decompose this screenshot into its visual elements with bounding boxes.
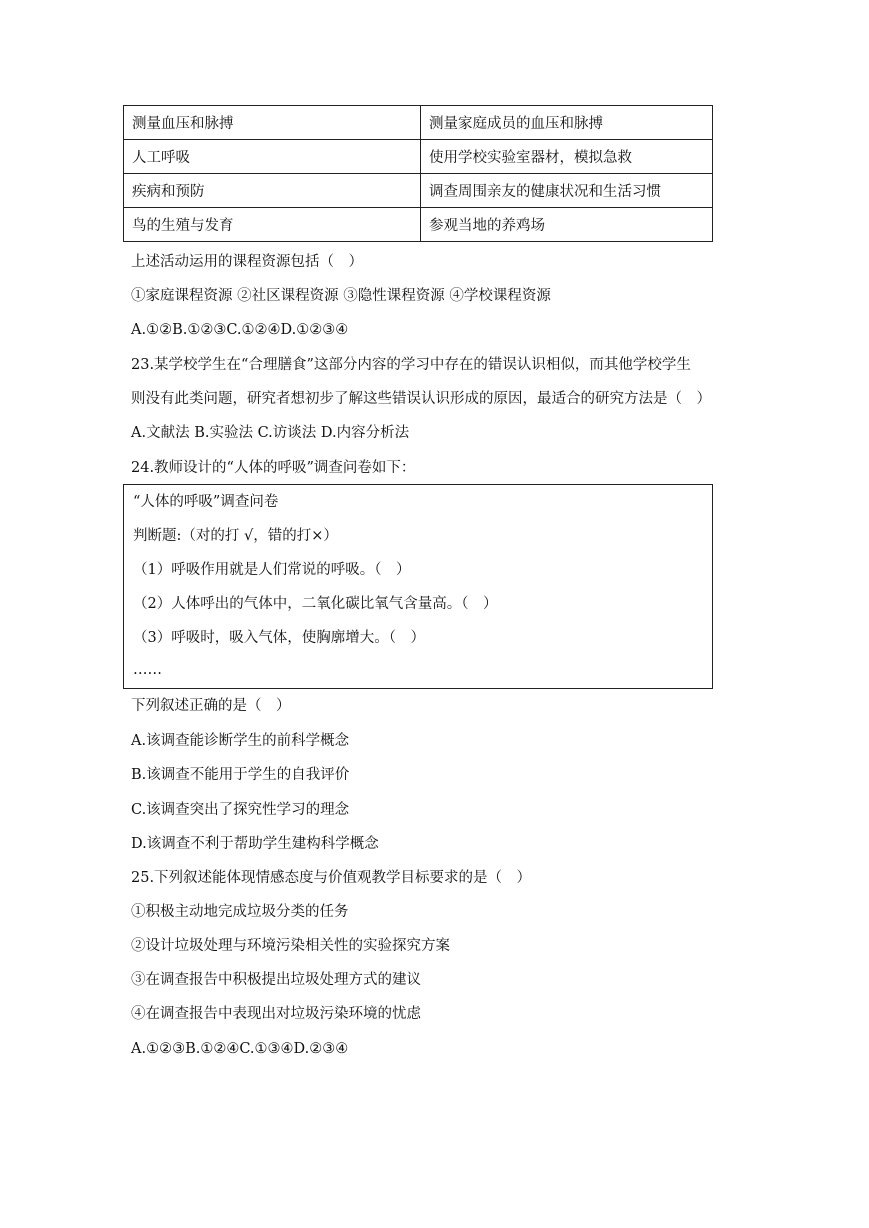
q25-item-2: ②设计垃圾处理与环境污染相关性的实验探究方案	[131, 938, 450, 954]
q23-stem-line2: 则没有此类问题，研究者想初步了解这些错误认识形成的原因，最适合的研究方法是（ ）	[131, 391, 711, 407]
q24-option-b: B.该调查不能用于学生的自我评价	[131, 767, 350, 783]
questionnaire-item-3: （3）呼吸时，吸入气体，使胸廓增大。（ ）	[133, 630, 425, 646]
q25-item-1: ①积极主动地完成垃圾分类的任务	[131, 904, 349, 920]
table-cell: 测量血压和脉搏	[124, 106, 421, 140]
activity-table	[123, 105, 713, 242]
q22-items: ①家庭课程资源 ②社区课程资源 ③隐性课程资源 ④学校课程资源	[131, 288, 551, 304]
table-row	[124, 106, 713, 140]
q25-item-3: ③在调查报告中积极提出垃圾处理方式的建议	[131, 972, 421, 988]
questionnaire-title: “人体的呼吸”调查问卷	[133, 494, 279, 510]
q22-options: A.①②B.①②③C.①②④D.①②③④	[131, 322, 349, 338]
table-cell: 参观当地的养鸡场	[421, 208, 713, 242]
table-cell: 调查周围亲友的健康状况和生活习惯	[421, 174, 713, 208]
q24-question: 下列叙述正确的是（ ）	[131, 698, 291, 714]
q24-option-c: C.该调查突出了探究性学习的理念	[131, 802, 350, 818]
q25-stem: 25.下列叙述能体现情感态度与价值观教学目标要求的是（ ）	[131, 870, 532, 886]
table-row	[124, 208, 713, 242]
q25-options: A.①②③B.①②④C.①③④D.②③④	[131, 1041, 349, 1057]
q23-options: A.文献法 B.实验法 C.访谈法 D.内容分析法	[131, 425, 410, 441]
q25-item-4: ④在调查报告中表现出对垃圾污染环境的忧虑	[131, 1006, 421, 1022]
table-cell: 人工呼吸	[124, 140, 421, 174]
table-row	[124, 174, 713, 208]
questionnaire-instruction: 判断题:（对的打 √，错的打×）	[133, 528, 338, 544]
questionnaire-box	[123, 484, 713, 689]
q23-stem-line1: 23.某学校学生在“合理膳食”这部分内容的学习中存在的错误认识相似，而其他学校学生	[131, 357, 691, 373]
table-cell: 鸟的生殖与发育	[124, 208, 421, 242]
q24-option-a: A.该调查能诊断学生的前科学概念	[131, 733, 350, 749]
table-cell: 测量家庭成员的血压和脉搏	[421, 106, 713, 140]
table-cell: 疾病和预防	[124, 174, 421, 208]
questionnaire-item-2: （2）人体呼出的气体中，二氧化碳比氧气含量高。（ ）	[133, 596, 498, 612]
q24-stem: 24.教师设计的“人体的呼吸”调查问卷如下：	[131, 460, 416, 476]
questionnaire-ellipsis: ……	[133, 662, 162, 678]
q22-stem: 上述活动运用的课程资源包括（ ）	[131, 254, 363, 270]
table-row	[124, 140, 713, 174]
table-cell: 使用学校实验室器材，模拟急救	[421, 140, 713, 174]
q24-option-d: D.该调查不利于帮助学生建构科学概念	[131, 836, 379, 852]
questionnaire-item-1: （1）呼吸作用就是人们常说的呼吸。（ ）	[133, 562, 411, 578]
